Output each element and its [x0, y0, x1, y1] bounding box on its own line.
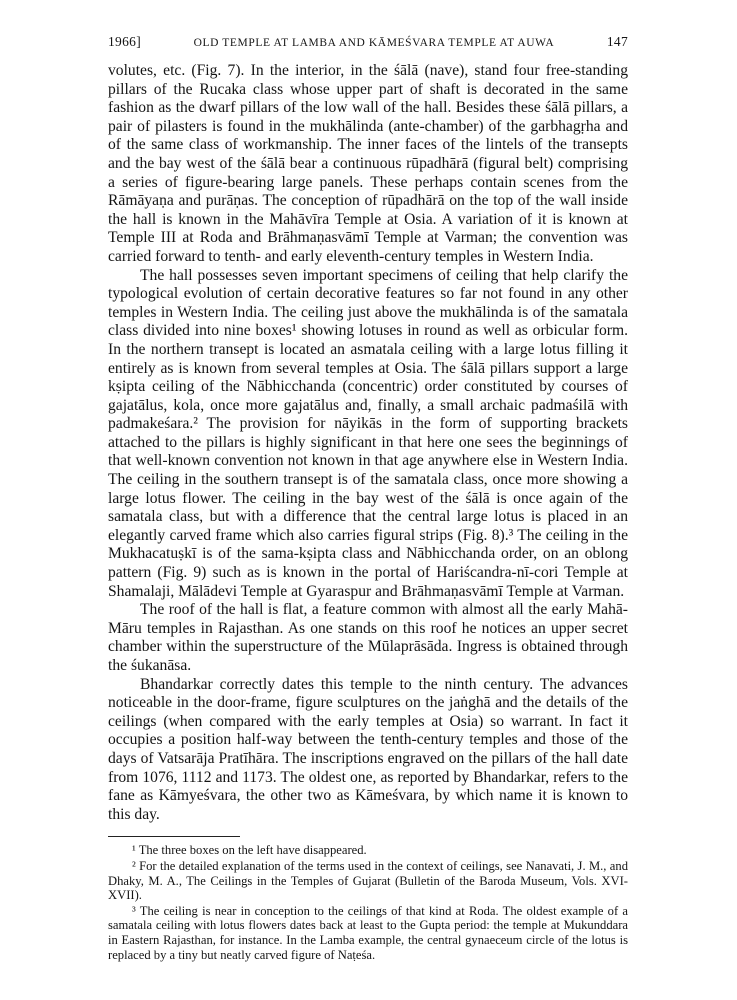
article-body — [108, 62, 628, 824]
running-header — [108, 34, 628, 50]
header-title: OLD TEMPLE AT LAMBA AND KĀMEŚVARA TEMPLE AT AUWA — [193, 37, 555, 49]
footnote-1: ¹ The three boxes on the left have disappeared. — [132, 843, 367, 858]
journal-page — [108, 34, 628, 962]
paragraph-1: volutes, etc. (Fig. 7). In the interior, in the śālā (nave), stand four free-standing pillars of the Rucaka class whose upper part of shaft is decorated in the same fashion as the dwarf pillars of the low wall of the hall. Besides these śālā pillars, a pair of pilasters is found in the mukhālinda (ante-chamber) of the garbhagṛha and of the same class of workmanship. The inner faces of the lintels of the transepts and the bay west of the śālā bear a continuous rūpadhārā (figural belt) comprising a series of figure-bearing large panels. These perhaps contain scenes from the Rāmāyaṇa and purāṇas. The conception of rūpadhārā on the top of the wall inside the hall is known in the Mahāvīra Temple at Osia. A variation of it is known at Temple III at Roda and Brāhmaṇasvāmī Temple at Varman; the convention was carried forward to tenth- and early eleventh-century temples in Western India. — [108, 62, 628, 265]
footnote-divider — [108, 836, 240, 837]
footnote-3: ³ The ceiling is near in conception to the ceilings of that kind at Roda. The oldest example of a samatala ceiling with lotus flowers dates back at least to the Gupta period: the temple at Mukunddara in Eastern Rajasthan, for instance. In the Lamba example, the central gynaeceum circle of the lotus is replaced by a tiny but neatly carved figure of Naṭeśa. — [108, 903, 628, 962]
paragraph-2: The hall possesses seven important specimens of ceiling that help clarify the typological evolution of certain decorative features so far not found in any other temples in Western India. The ceiling just above the mukhālinda is of the samatala class divided into nine boxes¹ showing lotuses in round as well as orbicular form. In the northern transept is located an asmatala ceiling with a large lotus filling it entirely as is known from several temples at Osia. The śālā pillars support a large kṣipta ceiling of the Nābhicchanda (concentric) order constituted by courses of gajatālus, kola, once more gajatālus and, finally, a small archaic padmaśilā with padmakeśara.² The provision for nāyikās in the form of supporting brackets attached to the pillars is highly significant in that here one sees the beginnings of that well-known convention not known in that age anywhere else in Western India. The ceiling in the southern transept is of the samatala class, once more showing a large lotus flower. The ceiling in the bay west of the śālā is once again of the samatala class, but with a difference that the central large lotus is placed in an elegantly carved frame which also carries figural strips (Fig. 8).³ The ceiling in the Mukhacatuṣkī is of the sama-kṣipta class and Nābhicchanda order, on an oblong pattern (Fig. 9) such as is known in the portal of Hariścandra-nī-cori Temple at Shamalaji, Mālādevi Temple at Gyaraspur and Brāhmaṇasvāmī Temple at Varman. — [108, 266, 628, 600]
footnote-2: ² For the detailed explanation of the terms used in the context of ceilings, see Nanavati, J. M., and Dhaky, M. A., The Ceilings in the Temples of Gujarat (Bulletin of the Baroda Museum, Vols. XVI-XVII). — [108, 858, 628, 903]
header-year: 1966] — [108, 34, 141, 49]
page-number: 147 — [606, 34, 628, 49]
footnotes — [108, 843, 628, 962]
paragraph-3: The roof of the hall is flat, a feature common with almost all the early Mahā-Māru temples in Rajasthan. As one stands on this roof he notices an upper secret chamber within the superstructure of the Mūlaprāsāda. Ingress is obtained through the śukanāsa. — [108, 601, 628, 674]
paragraph-4: Bhandarkar correctly dates this temple to the ninth century. The advances noticeable in the door-frame, figure sculptures on the jaṅghā and the details of the ceilings (when compared with the early temples at Osia) so warrant. In fact it occupies a position half-way between the tenth-century temples and those of the days of Vatsarāja Pratīhāra. The inscriptions engraved on the pillars of the hall date from 1076, 1112 and 1173. The oldest one, as reported by Bhandarkar, refers to the fane as Kāmyeśvara, the other two as Kāmeśvara, by which name it is known to this day. — [108, 675, 628, 823]
